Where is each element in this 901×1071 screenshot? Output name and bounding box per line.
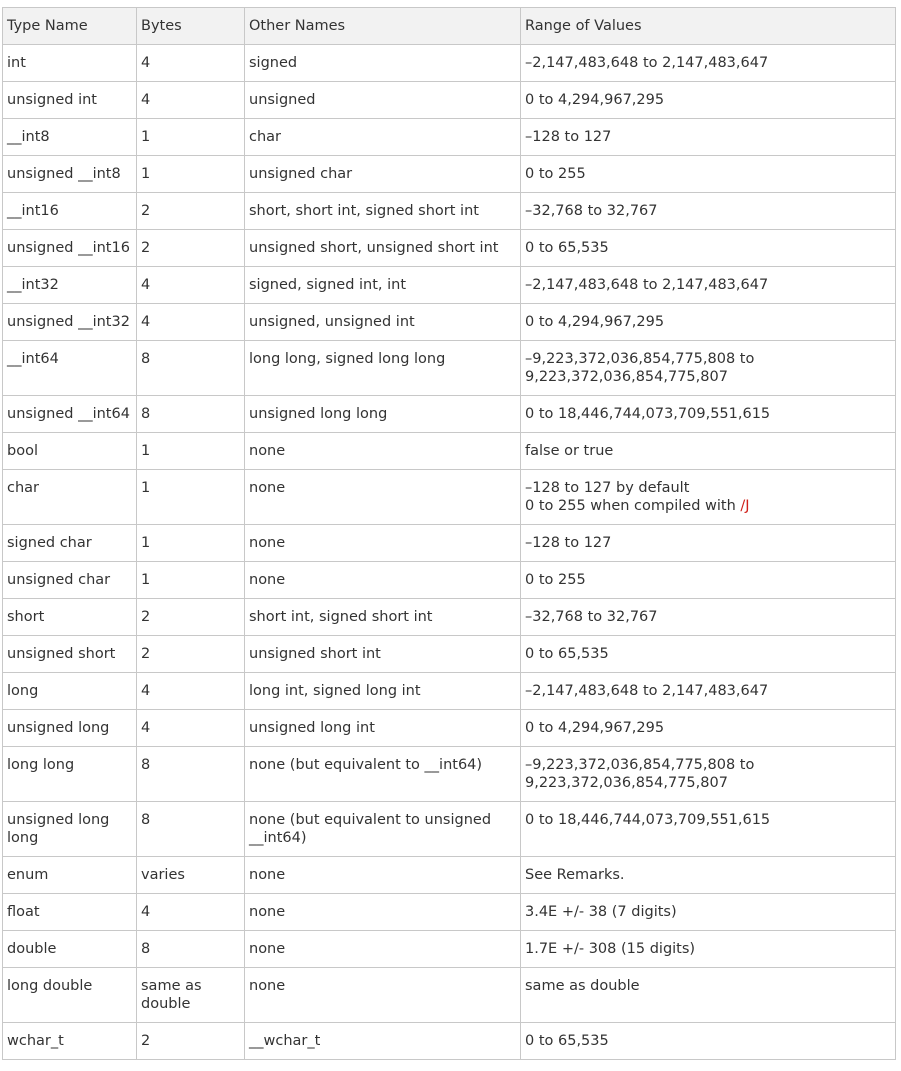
cell-other-names: short, short int, signed short int [245, 193, 521, 230]
cell-bytes: 8 [137, 396, 245, 433]
range-line-compiled [525, 497, 895, 515]
cell-bytes: 2 [137, 193, 245, 230]
cell-bytes: 4 [137, 894, 245, 931]
cell-type-name: __int32 [3, 267, 137, 304]
header-bytes: Bytes [137, 8, 245, 45]
cell-range-of-values: –2,147,483,648 to 2,147,483,647 [521, 45, 896, 82]
cell-range-of-values: See Remarks. [521, 857, 896, 894]
cell-type-name: unsigned int [3, 82, 137, 119]
cell-range-of-values: 0 to 65,535 [521, 230, 896, 267]
cell-range-of-values: –2,147,483,648 to 2,147,483,647 [521, 673, 896, 710]
cell-type-name: float [3, 894, 137, 931]
cell-range-of-values: –32,768 to 32,767 [521, 193, 896, 230]
cell-other-names: long long, signed long long [245, 341, 521, 396]
table-row [3, 525, 896, 562]
table-row [3, 156, 896, 193]
table-row [3, 710, 896, 747]
cell-bytes: varies [137, 857, 245, 894]
cell-range-of-values: –128 to 127 [521, 525, 896, 562]
cell-other-names: none [245, 525, 521, 562]
cell-type-name: unsigned __int64 [3, 396, 137, 433]
cell-type-name: double [3, 931, 137, 968]
table-row [3, 562, 896, 599]
cell-type-name: long [3, 673, 137, 710]
cell-range-of-values: 0 to 255 [521, 156, 896, 193]
cell-other-names: unsigned [245, 82, 521, 119]
cell-type-name: signed char [3, 525, 137, 562]
cell-type-name: enum [3, 857, 137, 894]
cell-bytes: 1 [137, 156, 245, 193]
cell-range-of-values: 0 to 255 [521, 562, 896, 599]
table-row [3, 470, 896, 525]
cell-range-of-values: –9,223,372,036,854,775,808 to 9,223,372,036,854,775,807 [521, 341, 896, 396]
table-row [3, 857, 896, 894]
cell-type-name: char [3, 470, 137, 525]
table-row [3, 931, 896, 968]
data-types-table [2, 7, 896, 1060]
table-row [3, 396, 896, 433]
cell-other-names: signed [245, 45, 521, 82]
table-row [3, 747, 896, 802]
cell-bytes: 1 [137, 470, 245, 525]
cell-other-names: unsigned long int [245, 710, 521, 747]
cell-bytes: 2 [137, 599, 245, 636]
header-range-of-values: Range of Values [521, 8, 896, 45]
table-row [3, 82, 896, 119]
cell-range-of-values: –2,147,483,648 to 2,147,483,647 [521, 267, 896, 304]
cell-bytes: 8 [137, 747, 245, 802]
table-row [3, 119, 896, 156]
cell-range-of-values: 0 to 4,294,967,295 [521, 304, 896, 341]
cell-range-of-values: 1.7E +/- 308 (15 digits) [521, 931, 896, 968]
cell-other-names: none [245, 433, 521, 470]
table-row [3, 45, 896, 82]
cell-other-names: unsigned short, unsigned short int [245, 230, 521, 267]
table-row [3, 304, 896, 341]
cell-bytes: 2 [137, 636, 245, 673]
cell-other-names: __wchar_t [245, 1023, 521, 1060]
cell-other-names: unsigned char [245, 156, 521, 193]
cell-bytes: 4 [137, 45, 245, 82]
cell-bytes: 4 [137, 267, 245, 304]
table-row [3, 802, 896, 857]
cell-other-names: none [245, 470, 521, 525]
cell-bytes: 1 [137, 433, 245, 470]
cell-other-names: none [245, 562, 521, 599]
compiler-flag: /J [740, 498, 750, 514]
cell-type-name: __int64 [3, 341, 137, 396]
cell-type-name: unsigned __int32 [3, 304, 137, 341]
cell-type-name: unsigned long long [3, 802, 137, 857]
cell-range-of-values: 3.4E +/- 38 (7 digits) [521, 894, 896, 931]
cell-type-name: __int16 [3, 193, 137, 230]
table-row [3, 968, 896, 1023]
cell-bytes: 4 [137, 710, 245, 747]
table-row [3, 230, 896, 267]
cell-range-of-values: 0 to 4,294,967,295 [521, 82, 896, 119]
cell-type-name: unsigned __int8 [3, 156, 137, 193]
cell-bytes: 1 [137, 119, 245, 156]
cell-type-name: short [3, 599, 137, 636]
cell-range-of-values: 0 to 4,294,967,295 [521, 710, 896, 747]
cell-bytes: 4 [137, 673, 245, 710]
cell-type-name: bool [3, 433, 137, 470]
header-type-name: Type Name [3, 8, 137, 45]
cell-bytes: 8 [137, 931, 245, 968]
cell-other-names: none [245, 857, 521, 894]
table-row [3, 673, 896, 710]
cell-bytes: 2 [137, 230, 245, 267]
table-body [3, 45, 896, 1060]
cell-type-name: unsigned char [3, 562, 137, 599]
cell-range-of-values: false or true [521, 433, 896, 470]
cell-type-name: __int8 [3, 119, 137, 156]
range-line-compiled-text: 0 to 255 when compiled with [525, 498, 741, 514]
cell-bytes: 2 [137, 1023, 245, 1060]
cell-range-of-values: –32,768 to 32,767 [521, 599, 896, 636]
cell-type-name: unsigned short [3, 636, 137, 673]
cell-range-of-values: 0 to 65,535 [521, 636, 896, 673]
table-row [3, 1023, 896, 1060]
cell-other-names: none (but equivalent to __int64) [245, 747, 521, 802]
cell-type-name: long long [3, 747, 137, 802]
table-row [3, 193, 896, 230]
table-row [3, 267, 896, 304]
cell-range-of-values: same as double [521, 968, 896, 1023]
cell-other-names: char [245, 119, 521, 156]
cell-other-names: none [245, 968, 521, 1023]
cell-other-names: unsigned short int [245, 636, 521, 673]
header-other-names: Other Names [245, 8, 521, 45]
cell-other-names: none [245, 931, 521, 968]
cell-range-of-values: 0 to 18,446,744,073,709,551,615 [521, 802, 896, 857]
cell-other-names: short int, signed short int [245, 599, 521, 636]
table-row [3, 341, 896, 396]
cell-type-name: unsigned long [3, 710, 137, 747]
cell-range-of-values: –9,223,372,036,854,775,808 to 9,223,372,036,854,775,807 [521, 747, 896, 802]
cell-other-names: none [245, 894, 521, 931]
cell-range-of-values [521, 470, 896, 525]
table-row [3, 599, 896, 636]
table-row [3, 433, 896, 470]
cell-other-names: unsigned long long [245, 396, 521, 433]
cell-type-name: wchar_t [3, 1023, 137, 1060]
cell-other-names: signed, signed int, int [245, 267, 521, 304]
cell-type-name: unsigned __int16 [3, 230, 137, 267]
cell-bytes: same as double [137, 968, 245, 1023]
cell-other-names: long int, signed long int [245, 673, 521, 710]
cell-bytes: 8 [137, 341, 245, 396]
cell-bytes: 8 [137, 802, 245, 857]
cell-type-name: long double [3, 968, 137, 1023]
cell-type-name: int [3, 45, 137, 82]
cell-bytes: 4 [137, 304, 245, 341]
cell-range-of-values: 0 to 18,446,744,073,709,551,615 [521, 396, 896, 433]
cell-bytes: 4 [137, 82, 245, 119]
cell-range-of-values: 0 to 65,535 [521, 1023, 896, 1060]
range-line-default: –128 to 127 by default [525, 480, 690, 496]
table-row [3, 894, 896, 931]
cell-other-names: unsigned, unsigned int [245, 304, 521, 341]
cell-bytes: 1 [137, 525, 245, 562]
cell-range-of-values: –128 to 127 [521, 119, 896, 156]
table-row [3, 636, 896, 673]
cell-bytes: 1 [137, 562, 245, 599]
table-header-row [3, 8, 896, 45]
cell-other-names: none (but equivalent to unsigned __int64) [245, 802, 521, 857]
